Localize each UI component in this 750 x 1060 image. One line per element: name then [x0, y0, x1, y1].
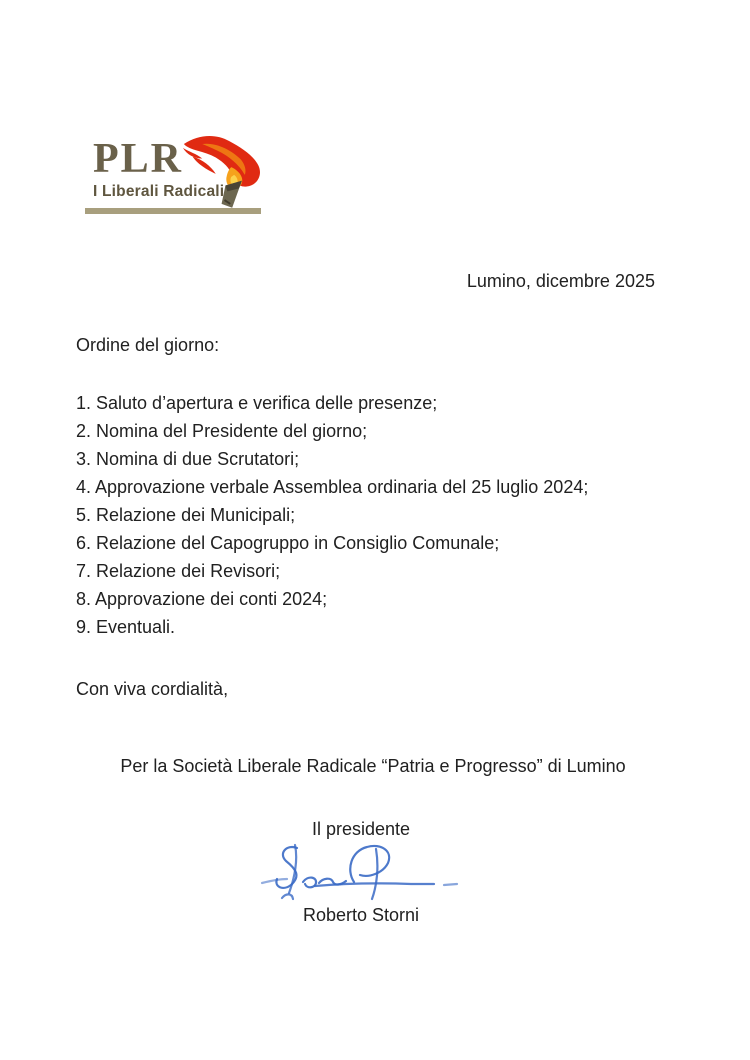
logo-tagline: I Liberali Radicali — [93, 183, 225, 200]
plr-logo — [85, 136, 261, 214]
agenda-item: 3. Nomina di due Scrutatori; — [76, 449, 300, 469]
agenda-item: 2. Nomina del Presidente del giorno; — [76, 421, 368, 441]
agenda-item: 8. Approvazione dei conti 2024; — [76, 589, 328, 609]
agenda-list — [76, 389, 690, 641]
agenda-item: 4. Approvazione verbale Assemblea ordinaria del 25 luglio 2024; — [76, 477, 589, 497]
torch-flame-icon — [181, 132, 266, 217]
signature-block — [0, 818, 722, 926]
dateline: Lumino, dicembre 2025 — [466, 271, 655, 291]
agenda-item: 7. Relazione dei Revisori; — [76, 561, 281, 581]
closing-salutation: Con viva cordialità, — [76, 679, 229, 699]
agenda-item: 9. Eventuali. — [76, 617, 176, 637]
handwritten-signature — [259, 841, 464, 903]
on-behalf-line: Per la Società Liberale Radicale “Patria e Progresso” di Lumino — [120, 756, 626, 776]
signer-role: Il presidente — [311, 819, 411, 839]
logo-acronym: PLR — [93, 136, 183, 182]
agenda-item: 1. Saluto d’apertura e verifica delle presenze; — [76, 393, 438, 413]
agenda-item: 5. Relazione dei Municipali; — [76, 505, 296, 525]
agenda-title: Ordine del giorno: — [76, 335, 220, 355]
agenda-item: 6. Relazione del Capogruppo in Consiglio Comunale; — [76, 533, 500, 553]
signer-name: Roberto Storni — [302, 905, 420, 925]
